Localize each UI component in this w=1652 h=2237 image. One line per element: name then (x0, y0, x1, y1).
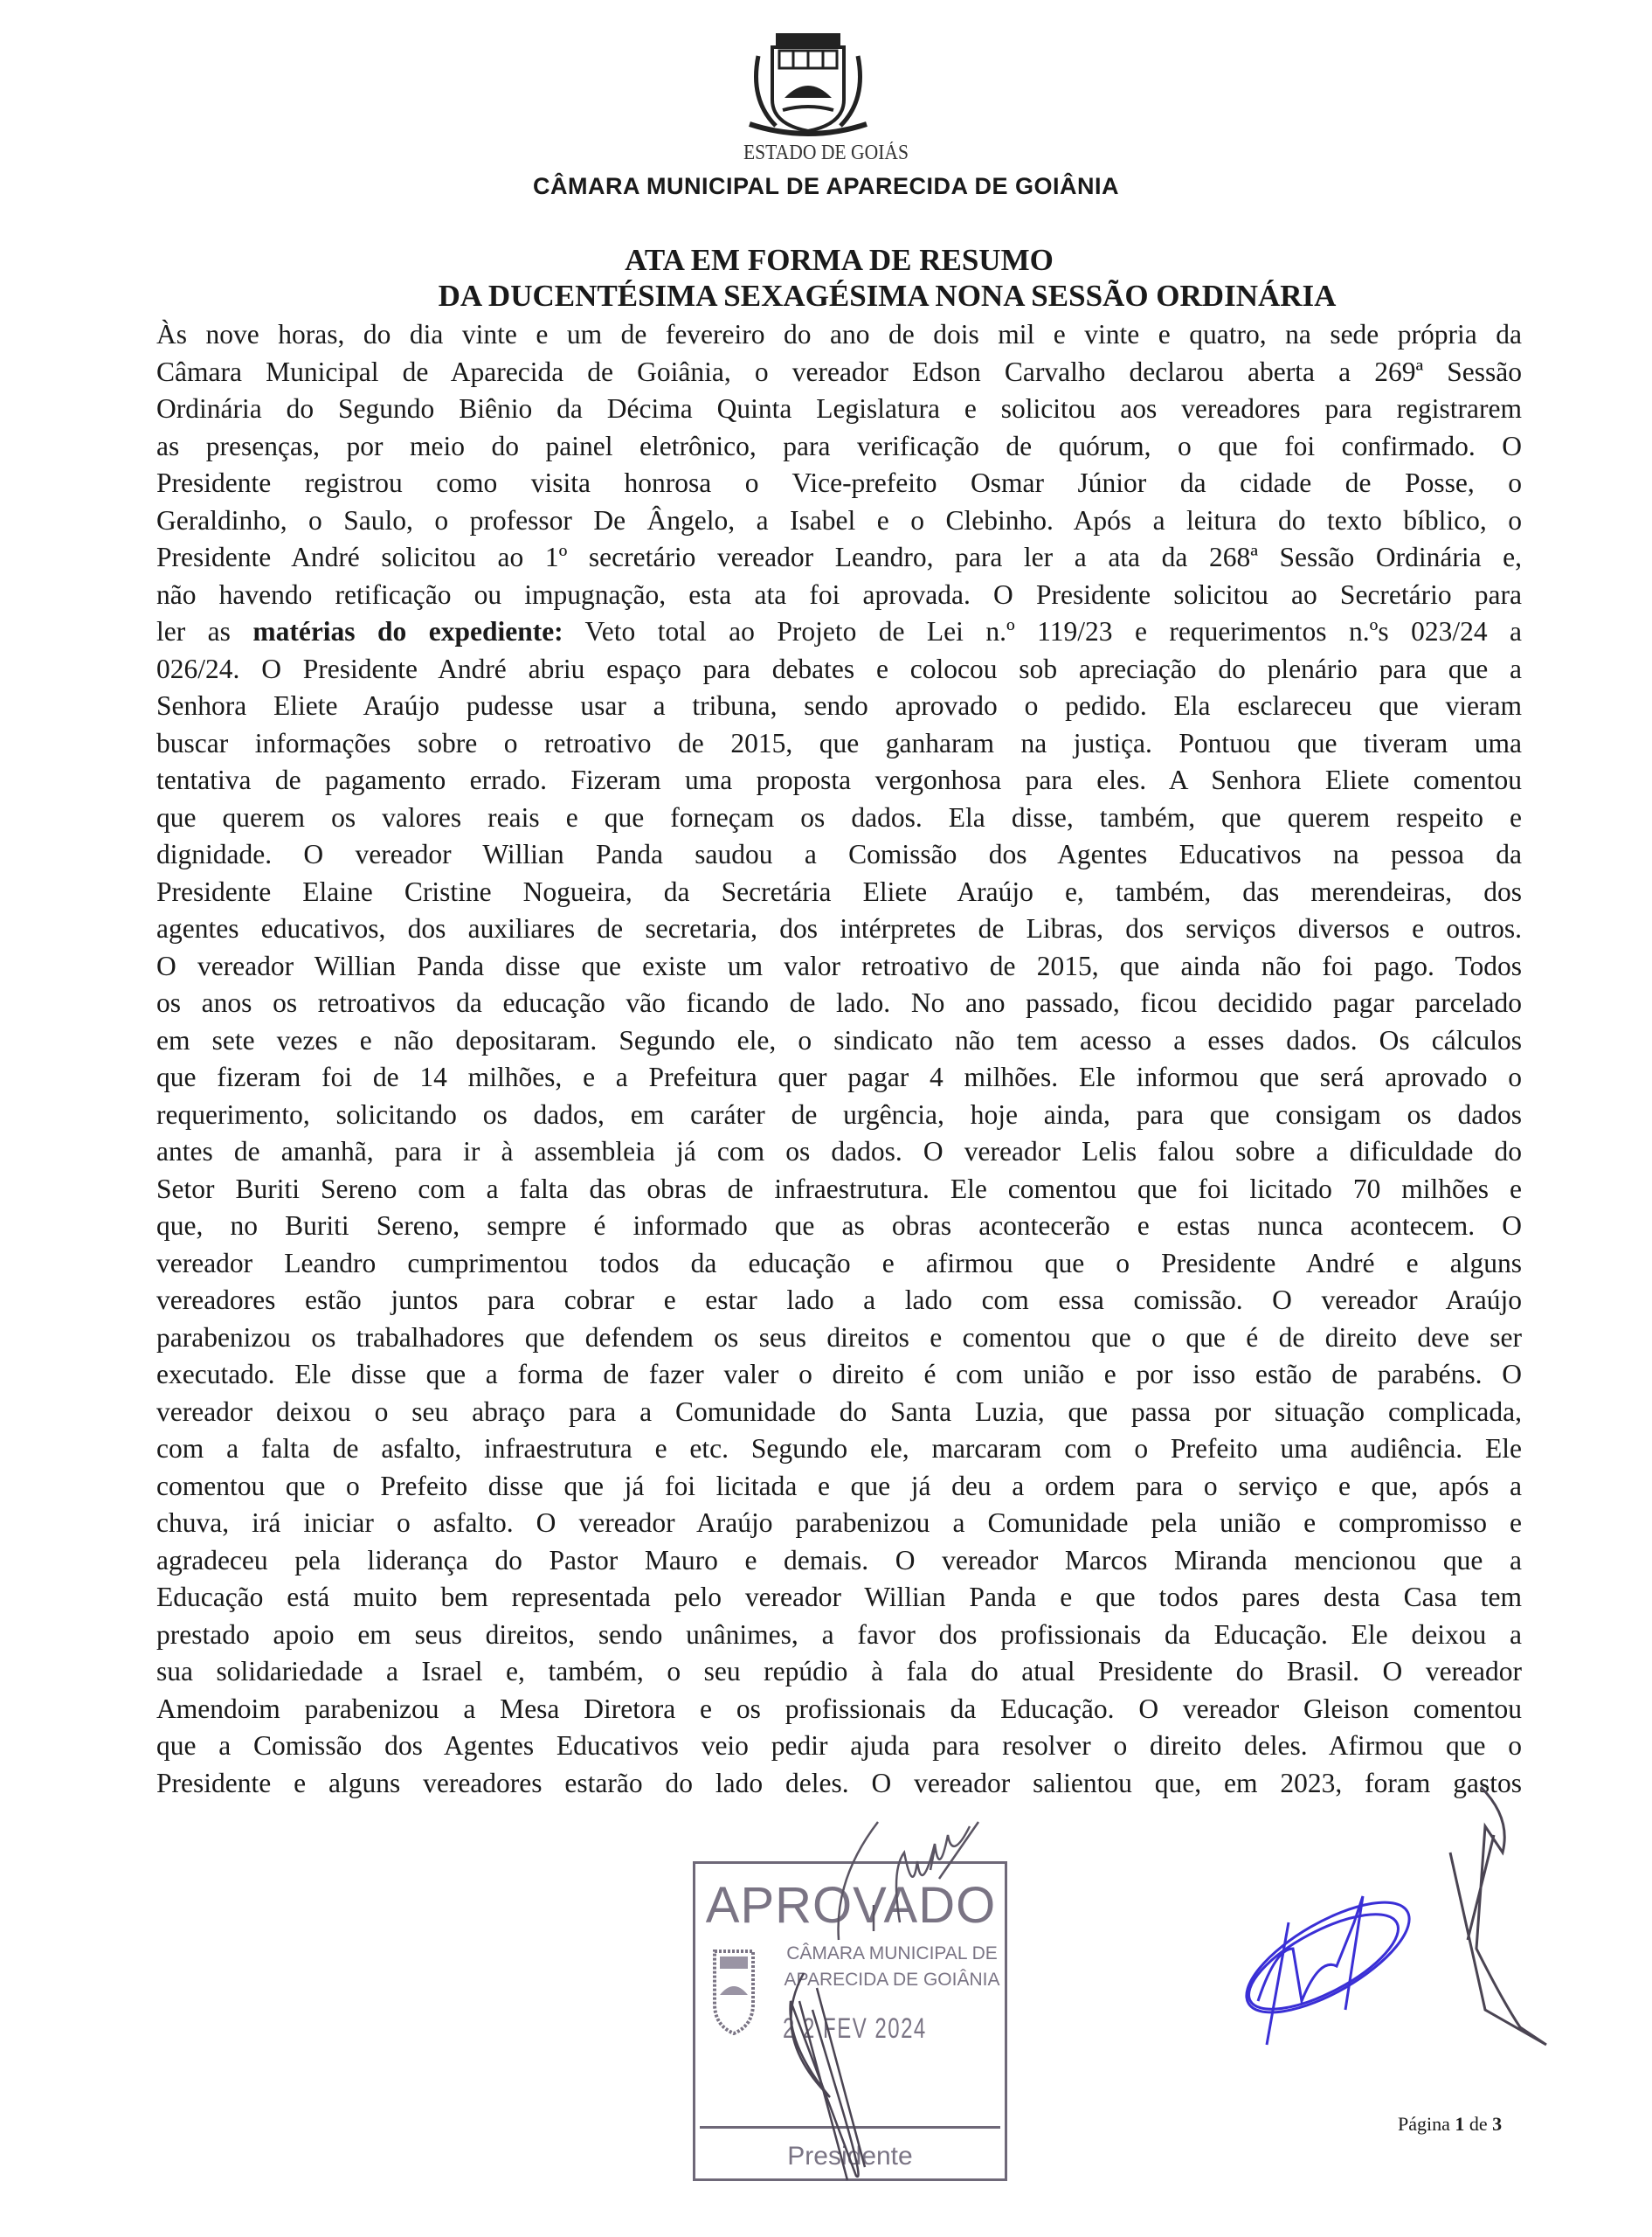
text-line (156, 1059, 1522, 1097)
text-line-content: Presidente registrou como visita honrosa o Vice-prefeito Osmar Júnior da cidade de Posse, o (156, 467, 1522, 498)
institution-name: CÂMARA MUNICIPAL DE APARECIDA DE GOIÂNIA (532, 173, 1119, 199)
text-line (156, 428, 1522, 466)
page-number (1398, 2113, 1502, 2136)
line-text: ler as (156, 616, 231, 647)
text-line (156, 836, 1522, 874)
stamp-org-line2: APARECIDA DE GOIÂNIA (784, 1970, 1000, 1990)
expediente-heading: matérias do expediente: (252, 616, 563, 647)
text-line-content: que a Comissão dos Agentes Educativos veio pedir ajuda para resolver o direito deles. Afirmou que o (156, 1730, 1522, 1761)
text-line (156, 354, 1522, 391)
text-line (156, 577, 1522, 614)
text-line (156, 762, 1522, 800)
text-line-content: Senhora Eliete Araújo pudesse usar a tribuna, sendo aprovado o pedido. Ela esclareceu que vieram (156, 690, 1522, 721)
municipal-coat-of-arms-icon (723, 30, 893, 138)
text-line-content: vereadores estão juntos para cobrar e estar lado a lado com essa comissão. O vereador Araújo (156, 1285, 1522, 1315)
text-line-content: que, no Buriti Sereno, sempre é informado que as obras acontecerão e estas nunca acontecem. O (156, 1210, 1522, 1241)
text-line-content: dignidade. O vereador Willian Panda saudou a Comissão dos Agentes Educativos na pessoa da (156, 839, 1522, 869)
text-line-content: parabenizou os trabalhadores que defendem os seus direitos e comentou que o que é de direito deve ser (156, 1321, 1522, 1353)
text-line (156, 1319, 1522, 1357)
text-line (156, 948, 1522, 986)
text-line (156, 1356, 1522, 1394)
text-line (156, 1282, 1522, 1319)
text-line (156, 1691, 1522, 1728)
text-line-content: Câmara Municipal de Aparecida de Goiânia, o vereador Edson Carvalho declarou aberta a 269ª Sessão (156, 356, 1522, 387)
page-sep: de (1469, 2113, 1488, 2135)
text-line (156, 539, 1522, 577)
text-line-content: tentativa de pagamento errado. Fizeram uma proposta vergonhosa para eles. A Senhora Eliete comentou (156, 765, 1522, 795)
stamp-org-line1: CÂMARA MUNICIPAL DE (786, 1943, 998, 1963)
text-line (156, 1394, 1522, 1431)
text-line-content: Ordinária do Segundo Biênio da Décima Quinta Legislatura e solicitou aos vereadores para registrarem (156, 393, 1522, 424)
text-line (156, 1579, 1522, 1617)
text-line (156, 725, 1522, 763)
text-line (156, 1505, 1522, 1542)
approval-stamp (693, 1861, 1007, 2181)
text-line (156, 1022, 1522, 1060)
text-line (156, 1208, 1522, 1245)
signature-2 (1231, 1881, 1425, 2045)
stamp-role: Presidente (787, 2142, 913, 2171)
document-title: ATA EM FORMA DE RESUMO (625, 243, 1054, 277)
stamp-crest-icon (708, 1943, 760, 2039)
text-line-content: antes de amanhã, para ir à assembleia já com os dados. O vereador Lelis falou sobre a dificuldade do (156, 1136, 1522, 1167)
text-line-content: Amendoim parabenizou a Mesa Diretora e os profissionais da Educação. O vereador Gleison comentou (156, 1693, 1522, 1724)
text-line (156, 391, 1522, 428)
text-line-content: buscar informações sobre o retroativo de 2015, que ganharam na justiça. Pontuou que tiveram uma (156, 727, 1522, 758)
text-line-content: que querem os valores reais e que forneçam os dados. Ela disse, também, que querem respeito e (156, 801, 1522, 833)
text-line-content: O vereador Willian Panda disse que existe um valor retroativo de 2015, que ainda não foi pago. Todos (156, 950, 1522, 981)
stamp-divider (700, 2126, 1000, 2129)
text-line-content: Presidente e alguns vereadores estarão do lado deles. O vereador salientou que, em 2023, foram gastos (156, 1767, 1522, 1798)
text-line-content: agradeceu pela liderança do Pastor Mauro e demais. O vereador Marcos Miranda mencionou que a (156, 1544, 1522, 1576)
document-subtitle: DA DUCENTÉSIMA SEXAGÉSIMA NONA SESSÃO ORDINÁRIA (438, 279, 1337, 313)
text-line-content: os anos os retroativos da educação vão ficando de lado. No ano passado, ficou decidido pagar parcelado (156, 987, 1522, 1018)
page-total: 3 (1492, 2113, 1503, 2135)
text-line (156, 1468, 1522, 1506)
text-line-content: sua solidariedade a Israel e, também, o seu repúdio à fala do atual Presidente do Brasil. O vereador (156, 1656, 1522, 1686)
text-line-content: vereador Leandro cumprimentou todos da educação e afirmou que o Presidente André e alguns (156, 1247, 1522, 1278)
text-line-content: que fizeram foi de 14 milhões, e a Prefeitura quer pagar 4 milhões. Ele informou que será aprovado o (156, 1062, 1522, 1092)
text-line-content: Às nove horas, do dia vinte e um de fevereiro do ano de dois mil e vinte e quatro, na sede própria da (156, 319, 1522, 350)
text-line (156, 1097, 1522, 1134)
text-line-content: as presenças, por meio do painel eletrônico, para verificação de quórum, o que foi confirmado. O (156, 430, 1522, 461)
text-line (156, 1542, 1522, 1580)
text-line-content: Setor Buriti Sereno com a falta das obras de infraestrutura. Ele comentou que foi licitado 70 milhões e (156, 1173, 1522, 1204)
text-line-content: Presidente André solicitou ao 1º secretário vereador Leandro, para ler a ata da 268ª Sessão Ordinária e, (156, 542, 1522, 572)
text-line-content: em sete vezes e não depositaram. Segundo ele, o sindicato não tem acesso a esses dados. Os cálculos (156, 1024, 1522, 1056)
text-line (156, 1765, 1522, 1803)
text-line-content: não havendo retificação ou impugnação, esta ata foi aprovada. O Presidente solicitou ao Secretário para (156, 578, 1522, 610)
signature-3 (1450, 1787, 1546, 2045)
stamp-organization (783, 1941, 1001, 1993)
text-line (156, 1617, 1522, 1654)
text-line-content: comentou que o Prefeito disse que já foi licitada e que já deu a ordem para o serviço e que, após a (156, 1470, 1522, 1501)
text-line-content: prestado apoio em seus direitos, sendo unânimes, a favor dos profissionais da Educação. Ele deixou a (156, 1618, 1522, 1650)
text-line-content: agentes educativos, dos auxiliares de secretaria, dos intérpretes de Libras, dos serviços diversos e outros. (156, 913, 1522, 944)
stamp-date: 2 2 FEV 2024 (783, 2012, 927, 2044)
text-line (156, 502, 1522, 540)
page-current: 1 (1455, 2113, 1465, 2135)
text-line (156, 688, 1522, 725)
text-line (156, 1133, 1522, 1171)
minutes-body (156, 316, 1522, 1802)
text-line (156, 1653, 1522, 1691)
text-line-content: Educação está muito bem representada pelo vereador Willian Panda e que todos pares desta Casa tem (156, 1582, 1522, 1612)
text-line (156, 985, 1522, 1022)
text-line (156, 465, 1522, 502)
text-line (156, 651, 1522, 689)
text-line (156, 1728, 1522, 1765)
text-line-content: chuva, irá iniciar o asfalto. O vereador Araújo parabenizou a Comunidade pela união e compromisso e (156, 1507, 1522, 1538)
text-line-content (156, 616, 1522, 647)
text-line-content: requerimento, solicitando os dados, em caráter de urgência, hoje ainda, para que consigam os dados (156, 1098, 1522, 1130)
text-line (156, 1430, 1522, 1468)
text-line (156, 911, 1522, 948)
text-line-content: Presidente Elaine Cristine Nogueira, da Secretária Eliete Araújo e, também, das merendeiras, dos (156, 876, 1522, 907)
text-line-content: 026/24. O Presidente André abriu espaço para debates e colocou sob apreciação do plenário para que a (156, 653, 1522, 684)
text-line-content: vereador deixou o seu abraço para a Comunidade do Santa Luzia, que passa por situação complicada, (156, 1396, 1522, 1427)
text-line (156, 316, 1522, 354)
text-line-content: executado. Ele disse que a forma de fazer valer o direito é com união e por isso estão de parabéns. O (156, 1359, 1522, 1389)
text-line-content: com a falta de asfalto, infraestrutura e etc. Segundo ele, marcaram com o Prefeito uma audiência. Ele (156, 1433, 1522, 1464)
stamp-status: APROVADO (705, 1877, 997, 1934)
text-line-content: Geraldinho, o Saulo, o professor De Ângelo, a Isabel e o Clebinho. Após a leitura do texto bíblico, o (156, 504, 1522, 536)
text-line (156, 800, 1522, 837)
state-name: ESTADO DE GOIÁS (743, 142, 909, 164)
page-prefix: Página (1398, 2113, 1450, 2135)
text-line (156, 874, 1522, 911)
text-line (156, 613, 1522, 651)
text-line (156, 1171, 1522, 1209)
text-line (156, 1245, 1522, 1283)
line-text: Veto total ao Projeto de Lei n.º 119/23 e requerimentos n.ºs 023/24 a (584, 616, 1523, 647)
